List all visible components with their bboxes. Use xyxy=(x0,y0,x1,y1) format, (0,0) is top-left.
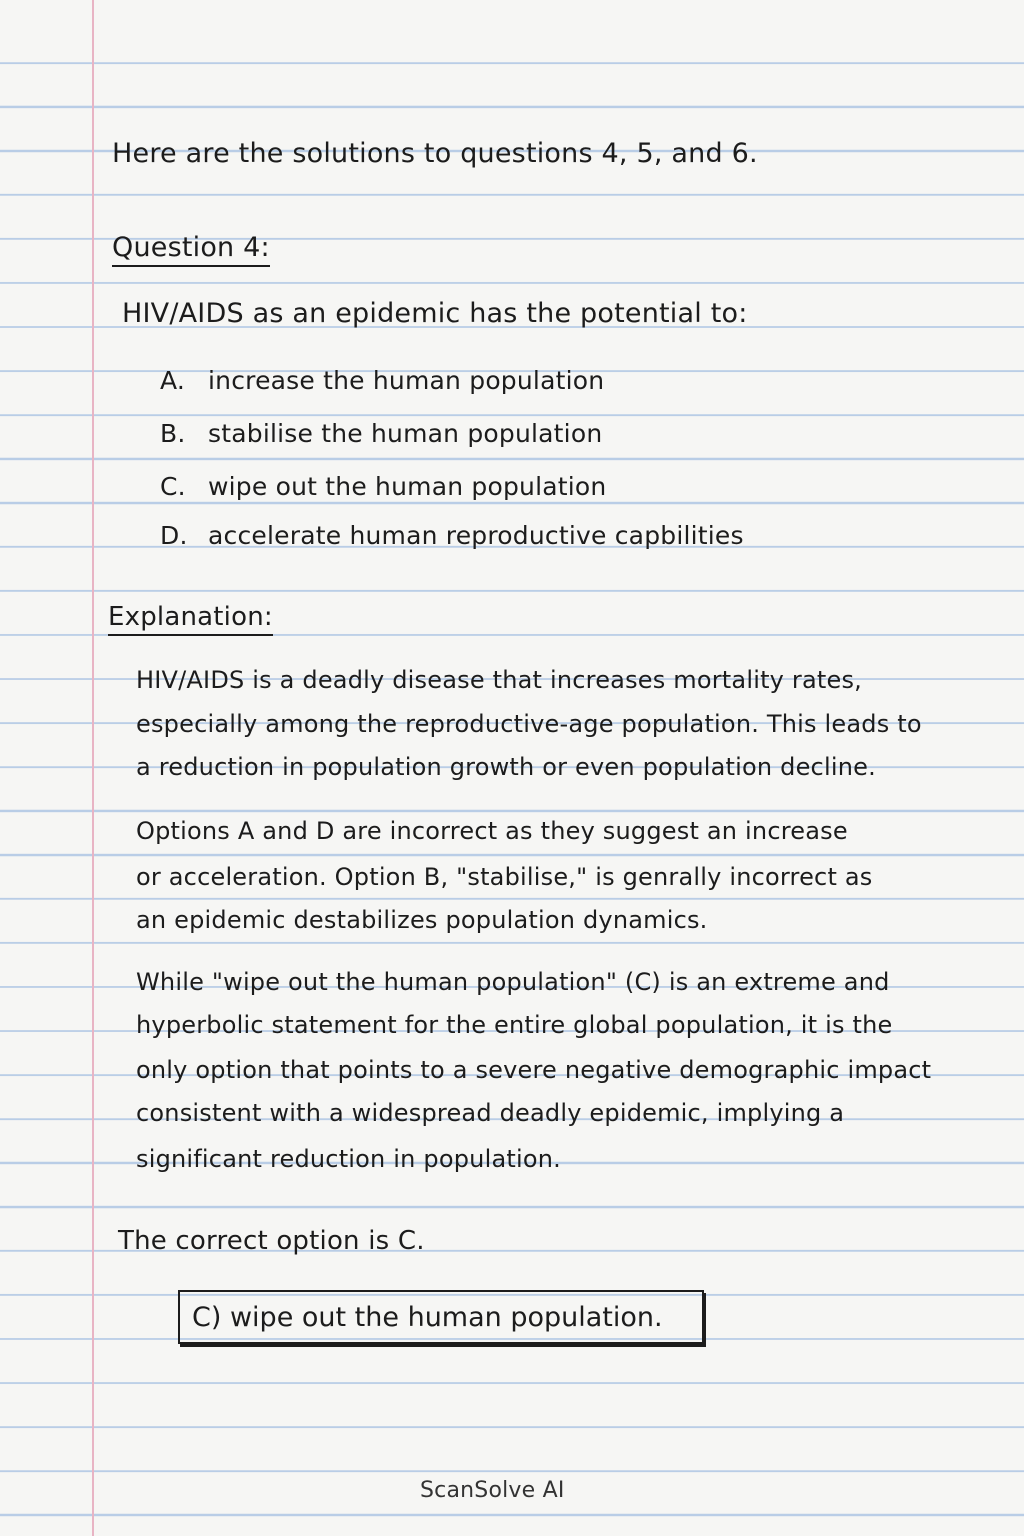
intro-text: Here are the solutions to questions 4, 5, and 6. xyxy=(112,138,758,169)
question-stem: HIV/AIDS as an epidemic has the potential to: xyxy=(122,298,748,329)
answer-text: C) wipe out the human population. xyxy=(192,1302,663,1333)
conclusion-text: The correct option is C. xyxy=(118,1226,425,1256)
option-d-text: accelerate human reproductive capbilities xyxy=(208,521,744,550)
option-a-letter: A. xyxy=(160,366,186,395)
answer-box xyxy=(178,1290,704,1344)
option-a-text: increase the human population xyxy=(208,366,605,395)
option-c-text: wipe out the human population xyxy=(208,472,607,501)
option-b-text: stabilise the human population xyxy=(208,419,603,448)
explanation-line: a reduction in population growth or even population decline. xyxy=(136,753,876,781)
explanation-line: While "wipe out the human population" (C) is an extreme and xyxy=(136,968,890,996)
explanation-heading: Explanation: xyxy=(108,602,273,636)
footer-brand: ScanSolve AI xyxy=(420,1478,565,1503)
notebook-margin-line xyxy=(92,0,94,1536)
option-d-letter: D. xyxy=(160,521,188,550)
option-c-letter: C. xyxy=(160,472,186,501)
explanation-line: only option that points to a severe negative demographic impact xyxy=(136,1056,932,1084)
option-c xyxy=(160,472,606,501)
question-heading: Question 4: xyxy=(112,232,270,267)
explanation-line: or acceleration. Option B, "stabilise," is genrally incorrect as xyxy=(136,863,873,891)
option-b xyxy=(160,419,602,448)
option-b-letter: B. xyxy=(160,419,186,448)
explanation-line: consistent with a widespread deadly epidemic, implying a xyxy=(136,1099,845,1127)
explanation-line: significant reduction in population. xyxy=(136,1145,561,1173)
option-d xyxy=(160,521,744,550)
explanation-line: an epidemic destabilizes population dynamics. xyxy=(136,906,708,934)
explanation-line: hyperbolic statement for the entire global population, it is the xyxy=(136,1011,893,1039)
explanation-line: HIV/AIDS is a deadly disease that increases mortality rates, xyxy=(136,666,862,694)
explanation-line: especially among the reproductive-age population. This leads to xyxy=(136,710,922,738)
explanation-line: Options A and D are incorrect as they suggest an increase xyxy=(136,817,848,845)
option-a xyxy=(160,366,604,395)
